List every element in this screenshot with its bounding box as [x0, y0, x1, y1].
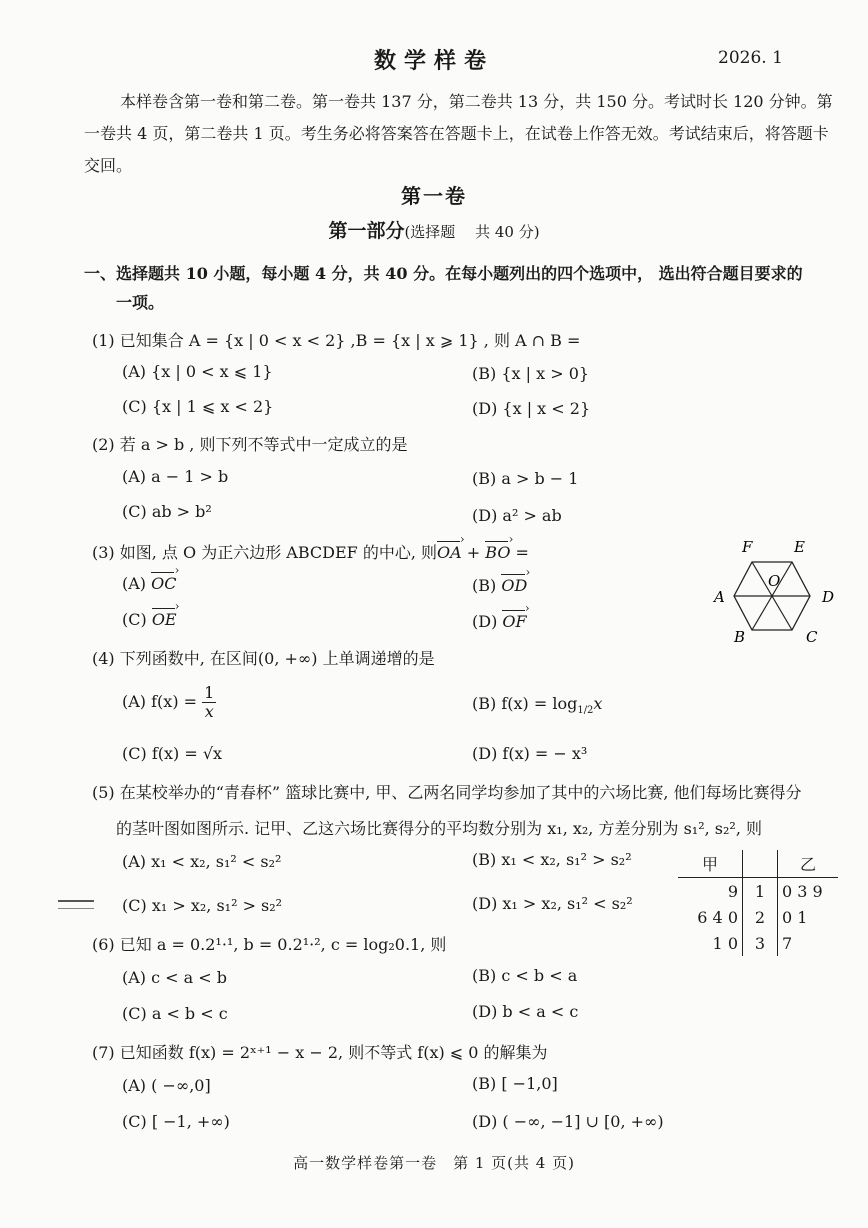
question-1-option-d: (D) {x | x < 2}	[472, 399, 591, 418]
label-o: O	[768, 572, 781, 590]
question-5-stem-line1: (5) 在某校举办的“青春杯” 篮球比赛中, 甲、乙两名同学均参加了其中的六场比赛, 他们每场比赛得分	[92, 783, 802, 802]
question-2-stem: (2) 若 a > b , 则下列不等式中一定成立的是	[92, 435, 408, 454]
label-c: C	[806, 628, 818, 646]
vector-bo: BO ›	[485, 543, 510, 562]
plus-sign: +	[461, 543, 486, 562]
label-f: F	[742, 538, 753, 556]
section-instructions: 一、选择题共 10 小题，每小题 4 分，共 40 分。在每小题列出的四个选项中， 选出符合题目要求的	[84, 264, 803, 283]
leaf-right: 0 1	[782, 907, 808, 927]
header-jia: 甲	[701, 855, 718, 874]
question-6-option-c: (C) a < b < c	[122, 1004, 228, 1023]
question-5-option-c: (C) x₁ > x₂, s₁² > s₂²	[122, 896, 283, 915]
vector-oa: OA ›	[437, 543, 462, 562]
header-stem-blank	[743, 850, 778, 878]
question-5-stem-line2: 的茎叶图如图所示. 记甲、乙这六场比赛得分的平均数分别为 x₁, x₂, 方差分别为 s₁², s₂², 则	[116, 819, 762, 838]
question-7-option-a: (A) ( −∞,0]	[122, 1076, 211, 1095]
option-label: (C)	[122, 610, 152, 629]
hexagon-figure	[706, 536, 852, 648]
part-heading	[0, 216, 868, 243]
vector-of: OF ›	[502, 612, 526, 631]
option-label: (B)	[472, 576, 502, 595]
stem-leaf-header-row	[678, 850, 838, 878]
part-subtitle: (选择题 共 40 分)	[404, 223, 540, 241]
question-7-option-d: (D) ( −∞, −1] ∪ [0, +∞)	[472, 1112, 664, 1131]
fraction	[202, 684, 216, 721]
header-yi: 乙	[799, 855, 816, 874]
scan-artifact	[58, 900, 94, 909]
question-5-option-d: (D) x₁ > x₂, s₁² < s₂²	[472, 894, 633, 913]
question-1-option-b: (B) {x | x > 0}	[472, 364, 590, 383]
question-1-stem: (1) 已知集合 A = {x | 0 < x < 2} ,B = {x | x ⩾ 1} , 则 A ∩ B =	[92, 331, 581, 350]
leaf-left: 6 4 0	[697, 907, 738, 927]
exam-title: 数学样卷	[373, 48, 494, 74]
stem-value: 3	[743, 930, 778, 956]
part-title: 第一部分	[328, 220, 405, 242]
stem-leaf-plot	[678, 850, 838, 956]
question-6-option-b: (B) c < b < a	[472, 966, 578, 985]
vector-oe: OE ›	[152, 610, 177, 629]
question-6-option-d: (D) b < a < c	[472, 1002, 579, 1021]
option-text: (B) f(x) = log	[472, 694, 578, 713]
leaf-right: 7	[782, 933, 793, 953]
leaf-left: 9	[678, 878, 743, 905]
vector-od: OD ›	[501, 576, 527, 595]
question-2-option-c: (C) ab > b²	[122, 502, 212, 521]
section-instructions-cont: 一项。	[116, 293, 165, 312]
option-label: (A)	[122, 574, 152, 593]
stem-leaf-row	[678, 904, 838, 930]
leaf-right: 0 3 9	[778, 878, 839, 905]
question-1-option-c: (C) {x | 1 ⩽ x < 2}	[122, 397, 274, 416]
vector-oc: OC ›	[151, 574, 176, 593]
stem-leaf-row	[678, 878, 838, 905]
fraction-denominator: x	[204, 702, 214, 721]
stem-leaf-row	[678, 930, 838, 956]
question-5-option-b: (B) x₁ < x₂, s₁² > s₂²	[472, 850, 632, 869]
label-b: B	[734, 628, 746, 646]
question-3-option-d	[472, 612, 527, 631]
question-3-stem	[92, 540, 529, 563]
page-footer: 高一数学样卷第一卷 第 1 页(共 4 页)	[293, 1154, 575, 1172]
question-6-stem: (6) 已知 a = 0.2¹·¹, b = 0.2¹·², c = log₂0.1, 则	[92, 935, 447, 954]
option-text: (A) f(x) =	[122, 692, 198, 711]
fraction-numerator: 1	[204, 683, 215, 702]
label-a: A	[714, 588, 725, 606]
question-4-option-a	[122, 684, 216, 721]
question-7-stem: (7) 已知函数 f(x) = 2ˣ⁺¹ − x − 2, 则不等式 f(x) ⩽ 0 的解集为	[92, 1043, 548, 1062]
label-d: D	[822, 588, 835, 606]
log-argument: x	[593, 694, 603, 713]
question-7-option-b: (B) [ −1,0]	[472, 1074, 558, 1093]
question-3-stem-text: (3) 如图, 点 O 为正六边形 ABCDEF 的中心, 则	[92, 543, 438, 562]
stem-value: 2	[743, 904, 778, 930]
question-4-option-b	[472, 694, 602, 716]
question-6-option-a: (A) c < a < b	[122, 968, 228, 987]
leaf-left: 1 0	[712, 933, 738, 953]
stem-value: 1	[743, 878, 778, 905]
exam-date: 2026. 1	[718, 48, 783, 68]
equals-sign: =	[510, 543, 529, 562]
question-3-option-c	[122, 610, 177, 629]
question-3-option-b	[472, 576, 527, 595]
question-2-option-b: (B) a > b − 1	[472, 469, 579, 488]
option-label: (D)	[472, 612, 503, 631]
question-2-option-d: (D) a² > ab	[472, 506, 562, 525]
question-1-option-a: (A) {x | 0 < x ⩽ 1}	[122, 362, 273, 381]
question-4-stem: (4) 下列函数中, 在区间(0, +∞) 上单调递增的是	[92, 649, 435, 668]
question-7-option-c: (C) [ −1, +∞)	[122, 1112, 230, 1131]
hexagon-diagram	[706, 536, 852, 648]
label-e: E	[794, 538, 805, 556]
log-base: 1/2	[577, 705, 594, 717]
stem-leaf-table	[678, 850, 838, 956]
question-5-option-a: (A) x₁ < x₂, s₁² < s₂²	[122, 852, 282, 871]
question-3-option-a	[122, 574, 176, 593]
volume-title: 第一卷	[401, 184, 467, 208]
question-4-option-c: (C) f(x) = √x	[122, 744, 223, 763]
exam-instructions: 本样卷含第一卷和第二卷。第一卷共 137 分，第二卷共 13 分，共 150 分。考试时长 120 分钟。第一卷共 4 页，第二卷共 1 页。考生务必将答案答在答题卡上，在试卷上作答无效。考试结束后，将答题卡交回。	[84, 92, 833, 175]
question-2-option-a: (A) a − 1 > b	[122, 467, 229, 486]
question-4-option-d: (D) f(x) = − x³	[472, 744, 588, 763]
